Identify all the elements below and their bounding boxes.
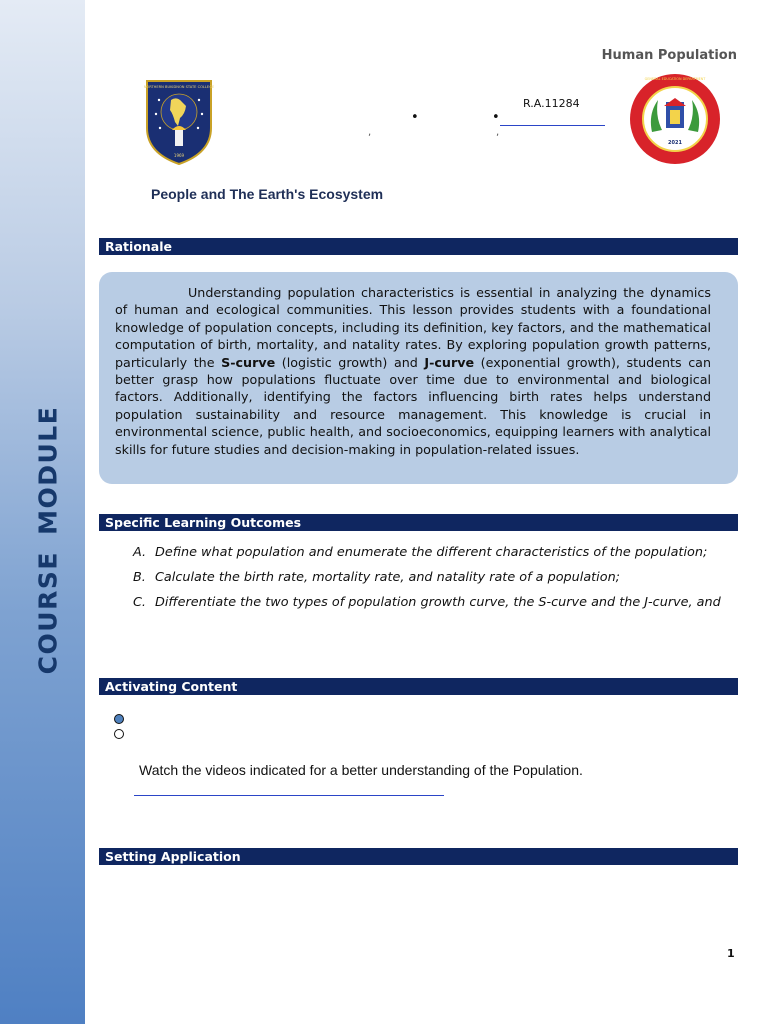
- page-subtitle: People and The Earth's Ecosystem: [151, 186, 384, 202]
- separator-comma: ,: [496, 127, 500, 138]
- rationale-heading: Rationale: [105, 239, 173, 254]
- college-seal-text: NORTHERN BUKIDNON STATE COLLEGE: [144, 85, 214, 89]
- separator-dot: •: [411, 110, 419, 125]
- rationale-heading-bar: [99, 238, 738, 255]
- s-curve-term: S-curve: [221, 354, 276, 370]
- outcome-item: B. Calculate the birth rate, mortality rate, and natality rate of a population;: [133, 570, 620, 585]
- activating-heading-bar: [99, 678, 738, 695]
- college-seal-icon: [144, 78, 214, 166]
- page-number: 1: [727, 947, 735, 960]
- college-seal-year: 1969: [173, 153, 185, 158]
- filled-bullet-icon: [114, 714, 124, 724]
- hollow-bullet-icon: [114, 729, 124, 739]
- sidebar: [0, 0, 85, 1024]
- j-curve-term: J-curve: [424, 354, 475, 370]
- rationale-text: Understanding population characteristics is essential in analyzing the dynamics of human and ecological communities. This lesson provides students with a foundational knowledge of population concepts, including its definition, key factors, and the mathematical computation of birth, mortality, and natality rates. By exploring population growth patterns, particularly the S-curve (logistic growth) and J-curve (exponential growth), students can better grasp how populations fluctuate over time due to environmental and biological factors. Additionally, identifying the factors influencing birth rates helps understand population sustainability and resource management. This knowledge is crucial in environmental science, public health, and socioeconomics, equipping learners with analytical skills for future studies and decision-making in population-related issues.: [115, 285, 712, 457]
- header-topic: Human Population: [601, 48, 737, 63]
- outcomes-list: [133, 544, 743, 619]
- separator-dot: •: [492, 110, 500, 125]
- sidebar-title: COURSE MODULE: [33, 405, 63, 675]
- activating-instruction: Watch the videos indicated for a better understanding of the Population.: [139, 762, 583, 778]
- outcome-item: A. Define what population and enumerate the different characteristics of the population;: [133, 545, 708, 560]
- video-link-underline[interactable]: [134, 795, 444, 796]
- outcomes-heading: Specific Learning Outcomes: [105, 515, 302, 530]
- header-underline: [500, 125, 605, 126]
- department-seal-year: 2021: [668, 140, 682, 146]
- ra-number: R.A.11284: [523, 97, 580, 110]
- application-heading: Setting Application: [105, 849, 241, 864]
- department-seal-icon: [628, 72, 722, 166]
- activating-heading: Activating Content: [105, 679, 238, 694]
- outcomes-heading-bar: [99, 514, 738, 531]
- outcome-item: C. Differentiate the two types of population growth curve, the S-curve and the J-curve, and: [133, 595, 721, 610]
- application-heading-bar: [99, 848, 738, 865]
- department-seal-text: GENERAL EDUCATION DEPARTMENT: [644, 77, 706, 81]
- rationale-box: [99, 272, 738, 484]
- separator-comma: ,: [368, 127, 372, 138]
